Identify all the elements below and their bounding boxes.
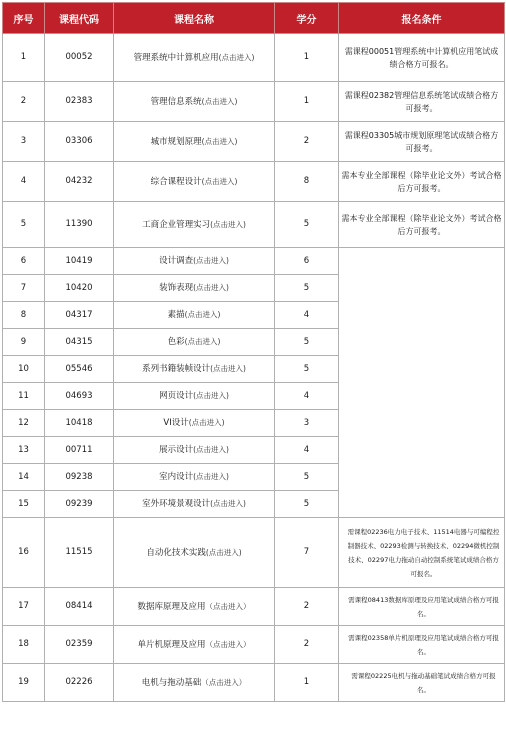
course-name-link[interactable] bbox=[114, 122, 275, 162]
course-credit: 5 bbox=[275, 329, 339, 356]
table-row bbox=[3, 34, 505, 82]
course-code: 11390 bbox=[45, 202, 114, 248]
course-credit: 8 bbox=[275, 162, 339, 202]
course-code: 02383 bbox=[45, 82, 114, 122]
row-number: 3 bbox=[3, 122, 45, 162]
row-number: 5 bbox=[3, 202, 45, 248]
row-number: 9 bbox=[3, 329, 45, 356]
course-credit: 4 bbox=[275, 383, 339, 410]
row-number: 7 bbox=[3, 275, 45, 302]
course-credit: 6 bbox=[275, 248, 339, 275]
course-credit: 7 bbox=[275, 518, 339, 588]
registration-condition: 需课程00051管理系统中计算机应用笔试成绩合格方可报名。 bbox=[339, 34, 505, 82]
registration-condition: 需课程08413数据库原理及应用笔试成绩合格方可报名。 bbox=[339, 588, 505, 626]
row-number: 6 bbox=[3, 248, 45, 275]
course-name: 室外环境景观设计 bbox=[142, 499, 211, 509]
course-code: 10420 bbox=[45, 275, 114, 302]
course-name-link[interactable] bbox=[114, 202, 275, 248]
course-name-link[interactable] bbox=[114, 82, 275, 122]
course-code: 11515 bbox=[45, 518, 114, 588]
course-code: 02226 bbox=[45, 664, 114, 702]
header-code: 课程代码 bbox=[45, 3, 114, 34]
course-name: 装饰表现 bbox=[159, 283, 194, 293]
click-enter-hint[interactable]: (点击进入) bbox=[184, 337, 221, 346]
course-name: 素描 bbox=[167, 310, 185, 320]
course-name-link[interactable] bbox=[114, 664, 275, 702]
course-table-container bbox=[2, 2, 505, 702]
click-enter-hint[interactable]: (点击进入) bbox=[210, 499, 246, 508]
row-number: 10 bbox=[3, 356, 45, 383]
click-enter-hint[interactable]: (点击进入) bbox=[193, 445, 229, 454]
header-credit: 学分 bbox=[275, 3, 339, 34]
table-row bbox=[3, 82, 505, 122]
course-code: 04315 bbox=[45, 329, 114, 356]
course-name: 展示设计 bbox=[159, 445, 194, 455]
course-name: 室内设计 bbox=[159, 472, 194, 482]
course-credit: 5 bbox=[275, 491, 339, 518]
course-code: 04317 bbox=[45, 302, 114, 329]
course-code: 10418 bbox=[45, 410, 114, 437]
course-table bbox=[2, 2, 505, 702]
row-number: 11 bbox=[3, 383, 45, 410]
click-enter-hint[interactable]: （点击进入） bbox=[205, 639, 251, 649]
click-enter-hint[interactable]: (点击进入) bbox=[201, 96, 238, 106]
course-credit: 2 bbox=[275, 588, 339, 626]
course-credit: 1 bbox=[275, 664, 339, 702]
course-code: 05546 bbox=[45, 356, 114, 383]
table-header-row bbox=[3, 3, 505, 34]
row-number: 12 bbox=[3, 410, 45, 437]
course-name-link[interactable] bbox=[114, 302, 275, 329]
course-code: 10419 bbox=[45, 248, 114, 275]
course-name: VI设计 bbox=[163, 418, 189, 428]
click-enter-hint[interactable]: (点击进入) bbox=[193, 391, 229, 400]
course-credit: 1 bbox=[275, 34, 339, 82]
course-code: 03306 bbox=[45, 122, 114, 162]
table-row bbox=[3, 664, 505, 702]
table-row bbox=[3, 588, 505, 626]
course-name: 色彩 bbox=[167, 337, 185, 347]
registration-condition: 需课程02382管理信息系统笔试成绩合格方可报考。 bbox=[339, 82, 505, 122]
course-name-link[interactable] bbox=[114, 588, 275, 626]
course-name-link[interactable] bbox=[114, 464, 275, 491]
header-no: 序号 bbox=[3, 3, 45, 34]
course-name: 自动化技术实践 bbox=[146, 547, 206, 558]
course-credit: 1 bbox=[275, 82, 339, 122]
registration-condition: 需课程02225电机与拖动基础笔试成绩合格方可报名。 bbox=[339, 664, 505, 702]
course-name-link[interactable] bbox=[114, 383, 275, 410]
course-name-link[interactable] bbox=[114, 275, 275, 302]
course-code: 00711 bbox=[45, 437, 114, 464]
course-name: 电机与拖动基础 bbox=[141, 677, 202, 688]
row-number: 2 bbox=[3, 82, 45, 122]
table-row bbox=[3, 626, 505, 664]
row-number: 16 bbox=[3, 518, 45, 588]
course-credit: 5 bbox=[275, 464, 339, 491]
course-name-link[interactable] bbox=[114, 518, 275, 588]
click-enter-hint[interactable]: (点击进入) bbox=[201, 176, 238, 186]
course-name: 管理信息系统 bbox=[150, 96, 202, 107]
row-number: 8 bbox=[3, 302, 45, 329]
table-row bbox=[3, 518, 505, 588]
click-enter-hint[interactable]: (点击进入) bbox=[210, 364, 246, 373]
table-row bbox=[3, 202, 505, 248]
header-condition: 报名条件 bbox=[339, 3, 505, 34]
registration-condition: 需课程02358单片机原理及应用笔试成绩合格方可报名。 bbox=[339, 626, 505, 664]
course-name-link[interactable] bbox=[114, 162, 275, 202]
course-credit: 2 bbox=[275, 626, 339, 664]
course-code: 04693 bbox=[45, 383, 114, 410]
course-name-link[interactable] bbox=[114, 248, 275, 275]
course-code: 09239 bbox=[45, 491, 114, 518]
course-code: 09238 bbox=[45, 464, 114, 491]
click-enter-hint[interactable]: (点击进入) bbox=[184, 310, 221, 319]
row-number: 13 bbox=[3, 437, 45, 464]
row-number: 17 bbox=[3, 588, 45, 626]
course-name-link[interactable] bbox=[114, 356, 275, 383]
click-enter-hint[interactable]: （点击进入） bbox=[201, 677, 247, 687]
course-name-link[interactable] bbox=[114, 410, 275, 437]
registration-condition: 需本专业全部课程（除毕业论文外）考试合格后方可报考。 bbox=[339, 162, 505, 202]
header-name: 课程名称 bbox=[114, 3, 275, 34]
course-name: 网页设计 bbox=[159, 391, 194, 401]
course-name-link[interactable] bbox=[114, 329, 275, 356]
course-credit: 5 bbox=[275, 202, 339, 248]
course-code: 04232 bbox=[45, 162, 114, 202]
course-name: 管理系统中计算机应用 bbox=[133, 52, 219, 63]
course-credit: 4 bbox=[275, 302, 339, 329]
course-name-link[interactable] bbox=[114, 626, 275, 664]
course-name: 数据库原理及应用 bbox=[137, 601, 206, 612]
row-number: 4 bbox=[3, 162, 45, 202]
course-name: 设计调查 bbox=[159, 256, 194, 266]
row-number: 15 bbox=[3, 491, 45, 518]
click-enter-hint[interactable]: (点击进入) bbox=[193, 472, 229, 481]
click-enter-hint[interactable]: (点击进入) bbox=[188, 418, 225, 427]
row-number: 18 bbox=[3, 626, 45, 664]
course-name-link[interactable] bbox=[114, 491, 275, 518]
course-credit: 4 bbox=[275, 437, 339, 464]
course-name: 工商企业管理实习 bbox=[142, 219, 211, 230]
row-number: 1 bbox=[3, 34, 45, 82]
course-name-link[interactable] bbox=[114, 437, 275, 464]
registration-condition: 需本专业全部课程（除毕业论文外）考试合格后方可报考。 bbox=[339, 202, 505, 248]
click-enter-hint[interactable]: (点击进入) bbox=[201, 136, 238, 146]
click-enter-hint[interactable]: (点击进入) bbox=[205, 547, 242, 557]
course-credit: 5 bbox=[275, 356, 339, 383]
click-enter-hint[interactable]: （点击进入） bbox=[205, 601, 251, 611]
course-code: 08414 bbox=[45, 588, 114, 626]
click-enter-hint[interactable]: (点击进入) bbox=[193, 256, 229, 265]
course-name: 系列书籍装帧设计 bbox=[142, 364, 211, 374]
click-enter-hint[interactable]: (点击进入) bbox=[218, 52, 255, 62]
course-name: 单片机原理及应用 bbox=[137, 639, 206, 650]
row-number: 19 bbox=[3, 664, 45, 702]
course-name-link[interactable] bbox=[114, 34, 275, 82]
course-code: 02359 bbox=[45, 626, 114, 664]
registration-condition: 需课程02236电力电子技术、11514电器与可编程控制器技术、02293检测与转换技术、02294微机控制技术、02297电力拖动自动控制系统笔试成绩合格方可报名。 bbox=[339, 518, 505, 588]
click-enter-hint[interactable]: (点击进入) bbox=[193, 283, 229, 292]
registration-condition: 需课程03305城市规划原理笔试成绩合格方可报考。 bbox=[339, 122, 505, 162]
course-code: 00052 bbox=[45, 34, 114, 82]
table-row bbox=[3, 248, 505, 275]
click-enter-hint[interactable]: (点击进入) bbox=[210, 219, 246, 229]
course-credit: 5 bbox=[275, 275, 339, 302]
course-credit: 3 bbox=[275, 410, 339, 437]
course-name: 综合课程设计 bbox=[150, 176, 202, 187]
condition-empty bbox=[339, 248, 505, 518]
row-number: 14 bbox=[3, 464, 45, 491]
course-name: 城市规划原理 bbox=[150, 136, 202, 147]
table-row bbox=[3, 162, 505, 202]
table-row bbox=[3, 122, 505, 162]
course-credit: 2 bbox=[275, 122, 339, 162]
